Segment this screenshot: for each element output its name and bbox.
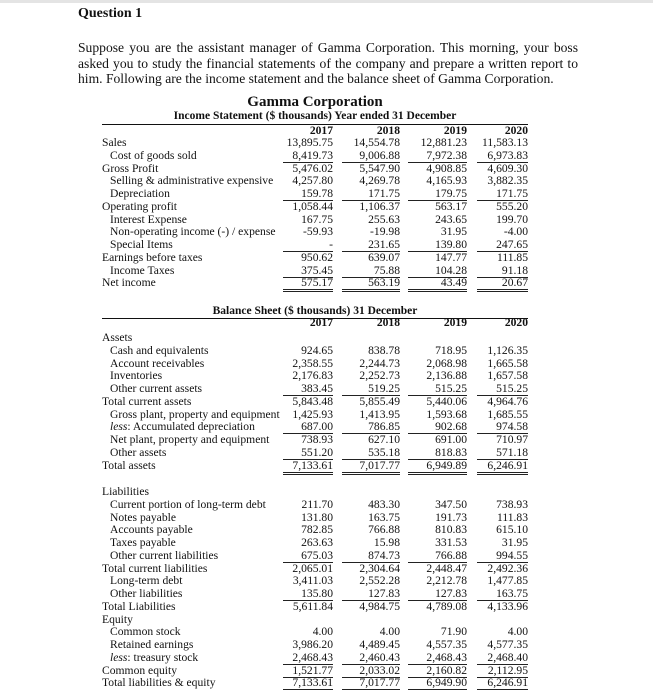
cell-value: 13,895.75	[286, 136, 333, 149]
cell-value: 111.85	[496, 250, 528, 264]
cell-value: 1,425.93	[292, 407, 333, 421]
row-label: less: treasury stock	[110, 650, 199, 664]
year-header: 2017	[309, 124, 333, 137]
cell-value: 782.85	[301, 523, 333, 537]
cell-value: 810.83	[435, 523, 467, 537]
cell-value: 3,411.03	[292, 574, 333, 588]
cell-value: 515.25	[408, 383, 467, 396]
cell-value: 2,244.73	[359, 356, 400, 370]
cell-value: 147.77	[435, 250, 467, 264]
row-label: Net plant, property and equipment	[110, 433, 270, 446]
row-label: Total liabilities & equity	[102, 676, 216, 690]
cell-value: 3,986.20	[292, 638, 333, 651]
row-label: Total current assets	[102, 394, 192, 408]
row-label: Income Taxes	[110, 263, 175, 277]
cell-value: 104.28	[408, 265, 467, 278]
cell-value: 2,068.98	[426, 356, 467, 370]
cell-value: 199.70	[496, 212, 528, 226]
cell-value: 4,964.76	[487, 394, 528, 408]
cell-value: 171.75	[477, 188, 528, 201]
cell-value: 243.65	[435, 212, 467, 226]
row-label: Interest Expense	[110, 212, 187, 226]
cell-value: 14,554.78	[353, 136, 400, 149]
cell-value: 718.95	[435, 343, 467, 357]
cell-value: 818.83	[408, 447, 467, 460]
row-label: Other assets	[110, 445, 167, 459]
cell-value: 2,212.78	[426, 574, 467, 588]
cell-value: 4,984.75	[359, 599, 400, 613]
cell-value: 738.93	[496, 497, 528, 511]
cell-value: 4.00	[507, 625, 528, 639]
cell-value: 4,789.08	[426, 599, 467, 613]
row-label: Total current liabilities	[102, 561, 208, 575]
cell-value: 1,126.35	[487, 343, 528, 357]
cell-value: 2,033.02	[342, 665, 400, 678]
cell-value: 575.17	[283, 277, 333, 292]
cell-value: 1,413.95	[359, 407, 400, 421]
cell-value: 2,252.73	[359, 369, 400, 383]
cell-value: 12,881.23	[420, 136, 467, 149]
cell-value: 2,468.43	[283, 652, 333, 665]
cell-value: 786.85	[342, 421, 400, 434]
cell-value: 639.07	[368, 250, 400, 264]
cell-value: 1,685.55	[487, 407, 528, 421]
cell-value: 551.20	[283, 447, 333, 460]
cell-value: 2,448.47	[426, 561, 467, 575]
cell-value: 247.65	[477, 239, 528, 252]
cell-value: 2,176.83	[292, 369, 333, 383]
table-row	[102, 550, 528, 563]
cell-value: 131.80	[301, 510, 333, 524]
cell-value: 483.30	[368, 497, 400, 511]
cell-value: 535.18	[342, 447, 400, 460]
year-header: 2017	[309, 316, 333, 329]
cell-value: 874.73	[342, 550, 400, 563]
cell-value: 6,949.89	[408, 460, 467, 475]
year-header: 2019	[443, 124, 467, 137]
cell-value: 167.75	[301, 212, 333, 226]
cell-value: 4.00	[379, 625, 400, 639]
row-label: Net income	[102, 276, 156, 290]
cell-value: 171.75	[342, 188, 400, 201]
cell-value: 738.93	[301, 433, 333, 446]
row-label: Other liabilities	[110, 587, 183, 600]
cell-value: 4,908.85	[426, 161, 467, 175]
table-row	[102, 332, 528, 345]
row-label: Common equity	[102, 663, 178, 677]
table-row	[102, 601, 528, 614]
cell-value: 111.83	[496, 510, 528, 524]
cell-value: 627.10	[368, 433, 400, 446]
row-label: Total assets	[102, 458, 156, 472]
year-header: 2019	[443, 316, 467, 329]
row-label: Depreciation	[110, 187, 170, 200]
cell-value: 6,973.83	[477, 150, 528, 163]
row-label: Sales	[102, 136, 127, 149]
question-title: Question 1	[78, 6, 143, 21]
table-row	[102, 499, 528, 512]
year-header: 2018	[376, 316, 400, 329]
cell-value: 331.53	[435, 536, 467, 549]
cell-value: 11,583.13	[482, 136, 528, 149]
cell-value: 710.97	[496, 433, 528, 446]
cell-value: 263.63	[301, 536, 333, 549]
cell-value: 6,246.91	[477, 460, 528, 475]
cell-value: 127.83	[408, 588, 467, 601]
row-label: less: Accumulated depreciation	[110, 420, 255, 434]
table-row	[102, 239, 528, 252]
table-row	[102, 537, 528, 550]
cell-value: 1,058.44	[292, 199, 333, 213]
cell-value: 375.45	[283, 265, 333, 278]
cell-value: -19.98	[370, 225, 400, 239]
cell-value: 1,477.85	[487, 574, 528, 588]
cell-value: 2,160.82	[408, 665, 467, 678]
cell-value: 191.73	[435, 510, 467, 524]
cell-value: 2,112.95	[477, 665, 528, 678]
year-header: 2018	[376, 124, 400, 137]
row-label: Equity	[102, 612, 133, 626]
row-label: Current portion of long-term debt	[110, 497, 266, 511]
row-label: Earnings before taxes	[102, 250, 203, 264]
cell-value: 4,609.30	[487, 161, 528, 175]
cell-value: 7,017.77	[342, 460, 400, 475]
row-label: Taxes payable	[110, 536, 176, 549]
cell-value: 563.17	[435, 199, 467, 213]
cell-value: 2,304.64	[359, 561, 400, 575]
cell-value: 5,547.90	[359, 161, 400, 175]
table-row	[102, 201, 528, 214]
cell-value: 31.95	[440, 225, 467, 239]
row-label: Common stock	[110, 625, 181, 639]
row-label: Gross Profit	[102, 161, 159, 175]
table-row	[102, 434, 528, 447]
cell-value: 974.58	[477, 421, 528, 434]
cell-value: 4,133.96	[487, 599, 528, 613]
row-label: Long-term debt	[110, 574, 183, 588]
cell-value: 1,665.58	[487, 356, 528, 370]
page-top-border	[0, 0, 653, 3]
row-label-text: treasury stock	[133, 650, 199, 664]
cell-value: 2,358.55	[292, 356, 333, 370]
table-row	[102, 396, 528, 409]
table-row	[102, 677, 528, 690]
table-row	[102, 486, 528, 499]
cell-value: 8,419.73	[283, 150, 333, 163]
cell-value: 211.70	[301, 497, 333, 511]
table-row	[102, 252, 528, 265]
cell-value: 515.25	[477, 383, 528, 396]
cell-value: 9,006.88	[342, 150, 400, 163]
table-row	[102, 188, 528, 201]
cell-value: 71.90	[440, 625, 467, 639]
table-row	[102, 652, 528, 665]
cell-value: 75.88	[342, 265, 400, 278]
cell-value: 4,165.93	[426, 174, 467, 188]
table-row	[102, 137, 528, 150]
row-label: Other current assets	[110, 382, 203, 395]
cell-value: 5,611.84	[292, 599, 333, 613]
cell-value: 20.67	[477, 277, 528, 292]
cell-value: 7,972.38	[408, 150, 467, 163]
cell-value: 3,882.35	[487, 174, 528, 188]
cell-value: 571.18	[477, 447, 528, 460]
cell-value: 1,593.68	[426, 407, 467, 421]
cell-value: 2,136.88	[426, 369, 467, 383]
table-row	[102, 460, 528, 473]
row-label: Retained earnings	[110, 638, 194, 651]
cell-value: 383.45	[283, 383, 333, 396]
cell-value: 5,855.49	[359, 394, 400, 408]
cell-value: 519.25	[342, 383, 400, 396]
cell-value: 4,577.35	[487, 638, 528, 651]
cell-value: 563.19	[342, 277, 400, 292]
cell-value: 255.63	[368, 212, 400, 226]
cell-value: 1,521.77	[283, 665, 333, 678]
company-name: Gamma Corporation	[247, 94, 383, 110]
cell-value: 615.10	[496, 523, 528, 537]
cell-value: 5,843.48	[292, 394, 333, 408]
cell-value: 924.65	[301, 343, 333, 357]
cell-value: 950.62	[301, 250, 333, 264]
cell-value: 4,257.80	[292, 174, 333, 188]
row-label: Notes payable	[110, 510, 176, 524]
cell-value: 902.68	[408, 421, 467, 434]
cell-value: 675.03	[283, 550, 333, 563]
cell-value: 6,949.90	[408, 677, 467, 690]
row-label-prefix: less	[110, 650, 128, 664]
cell-value: 2,552.28	[359, 574, 400, 588]
cell-value: 4,557.35	[426, 638, 467, 651]
row-label: Selling & administrative expensive	[110, 174, 274, 188]
cell-value: 555.20	[496, 199, 528, 213]
table-row	[102, 383, 528, 396]
table-row	[102, 447, 528, 460]
table-row	[102, 277, 528, 290]
table-row	[102, 150, 528, 163]
row-label: Other current liabilities	[110, 548, 219, 562]
cell-value: 4.00	[312, 625, 333, 639]
row-label: Total Liabilities	[102, 599, 176, 613]
cell-value: 15.98	[373, 536, 400, 549]
cell-value: 2,468.43	[408, 652, 467, 665]
cell-value: 766.88	[368, 523, 400, 537]
cell-value: 691.00	[435, 433, 467, 446]
row-label: Non-operating income (-) / expense	[110, 225, 276, 239]
cell-value: 4,269.78	[359, 174, 400, 188]
cell-value: 6,246.91	[477, 677, 528, 690]
cell-value: 163.75	[477, 588, 528, 601]
cell-value: 1,106.37	[359, 199, 400, 213]
cell-value: 1,657.58	[487, 369, 528, 383]
row-label: Liabilities	[102, 485, 150, 498]
cell-value: 5,440.06	[426, 394, 467, 408]
cell-value: -59.93	[303, 225, 333, 239]
cell-value: 994.55	[477, 550, 528, 563]
cell-value: 163.75	[368, 510, 400, 524]
row-label-prefix: less	[110, 420, 128, 434]
cell-value: 179.75	[408, 188, 467, 201]
row-label: Cash and equivalents	[110, 343, 209, 357]
cell-value: -	[283, 239, 333, 252]
cell-value: 2,460.43	[342, 652, 400, 665]
cell-value: 139.80	[408, 239, 467, 252]
cell-value: -4.00	[503, 225, 528, 239]
cell-value: 159.78	[283, 188, 333, 201]
cell-value: 43.49	[408, 277, 467, 292]
cell-value: 2,065.01	[292, 561, 333, 575]
year-header: 2020	[504, 316, 528, 329]
row-label-text: Accumulated depreciation	[132, 420, 255, 434]
cell-value: 766.88	[408, 550, 467, 563]
income-statement-title: Income Statement ($ thousands) Year ended 31 December	[173, 110, 457, 122]
cell-value: 31.95	[501, 536, 528, 549]
cell-value: 4,489.45	[359, 638, 400, 651]
cell-value: 231.65	[342, 239, 400, 252]
row-label: Operating profit	[102, 199, 178, 213]
row-label: Cost of goods sold	[110, 148, 197, 162]
cell-value: 127.83	[342, 588, 400, 601]
cell-value: 2,468.40	[477, 652, 528, 665]
row-label: Account receivables	[110, 356, 205, 370]
year-header: 2020	[504, 124, 528, 137]
cell-value: 7,133.61	[283, 460, 333, 475]
cell-value: 687.00	[283, 421, 333, 434]
cell-value: 7,017.77	[342, 677, 400, 690]
cell-value: 7,133.61	[283, 677, 333, 690]
row-label: Special Items	[110, 238, 173, 251]
row-label: Assets	[102, 331, 133, 344]
balance-sheet-title: Balance Sheet ($ thousands) 31 December	[212, 305, 418, 317]
cell-value: 135.80	[283, 588, 333, 601]
year-header-row	[102, 317, 528, 330]
cell-value: 838.78	[368, 343, 400, 357]
cell-value: 5,476.02	[292, 161, 333, 175]
row-label: Accounts payable	[110, 523, 193, 537]
cell-value: 347.50	[435, 497, 467, 511]
table-row	[102, 345, 528, 358]
row-label: Gross plant, property and equipment	[110, 407, 280, 421]
question-intro: Suppose you are the assistant manager of Gamma Corporation. This morning, your boss asked you to study the financial statements of the company and prepare a written report to him. Following are the income statement and the balance sheet of Gamma Corporation.	[78, 40, 578, 86]
cell-value: 91.18	[477, 265, 528, 278]
row-label: Inventories	[110, 369, 163, 383]
table-row	[102, 588, 528, 601]
cell-value: 2,492.36	[487, 561, 528, 575]
